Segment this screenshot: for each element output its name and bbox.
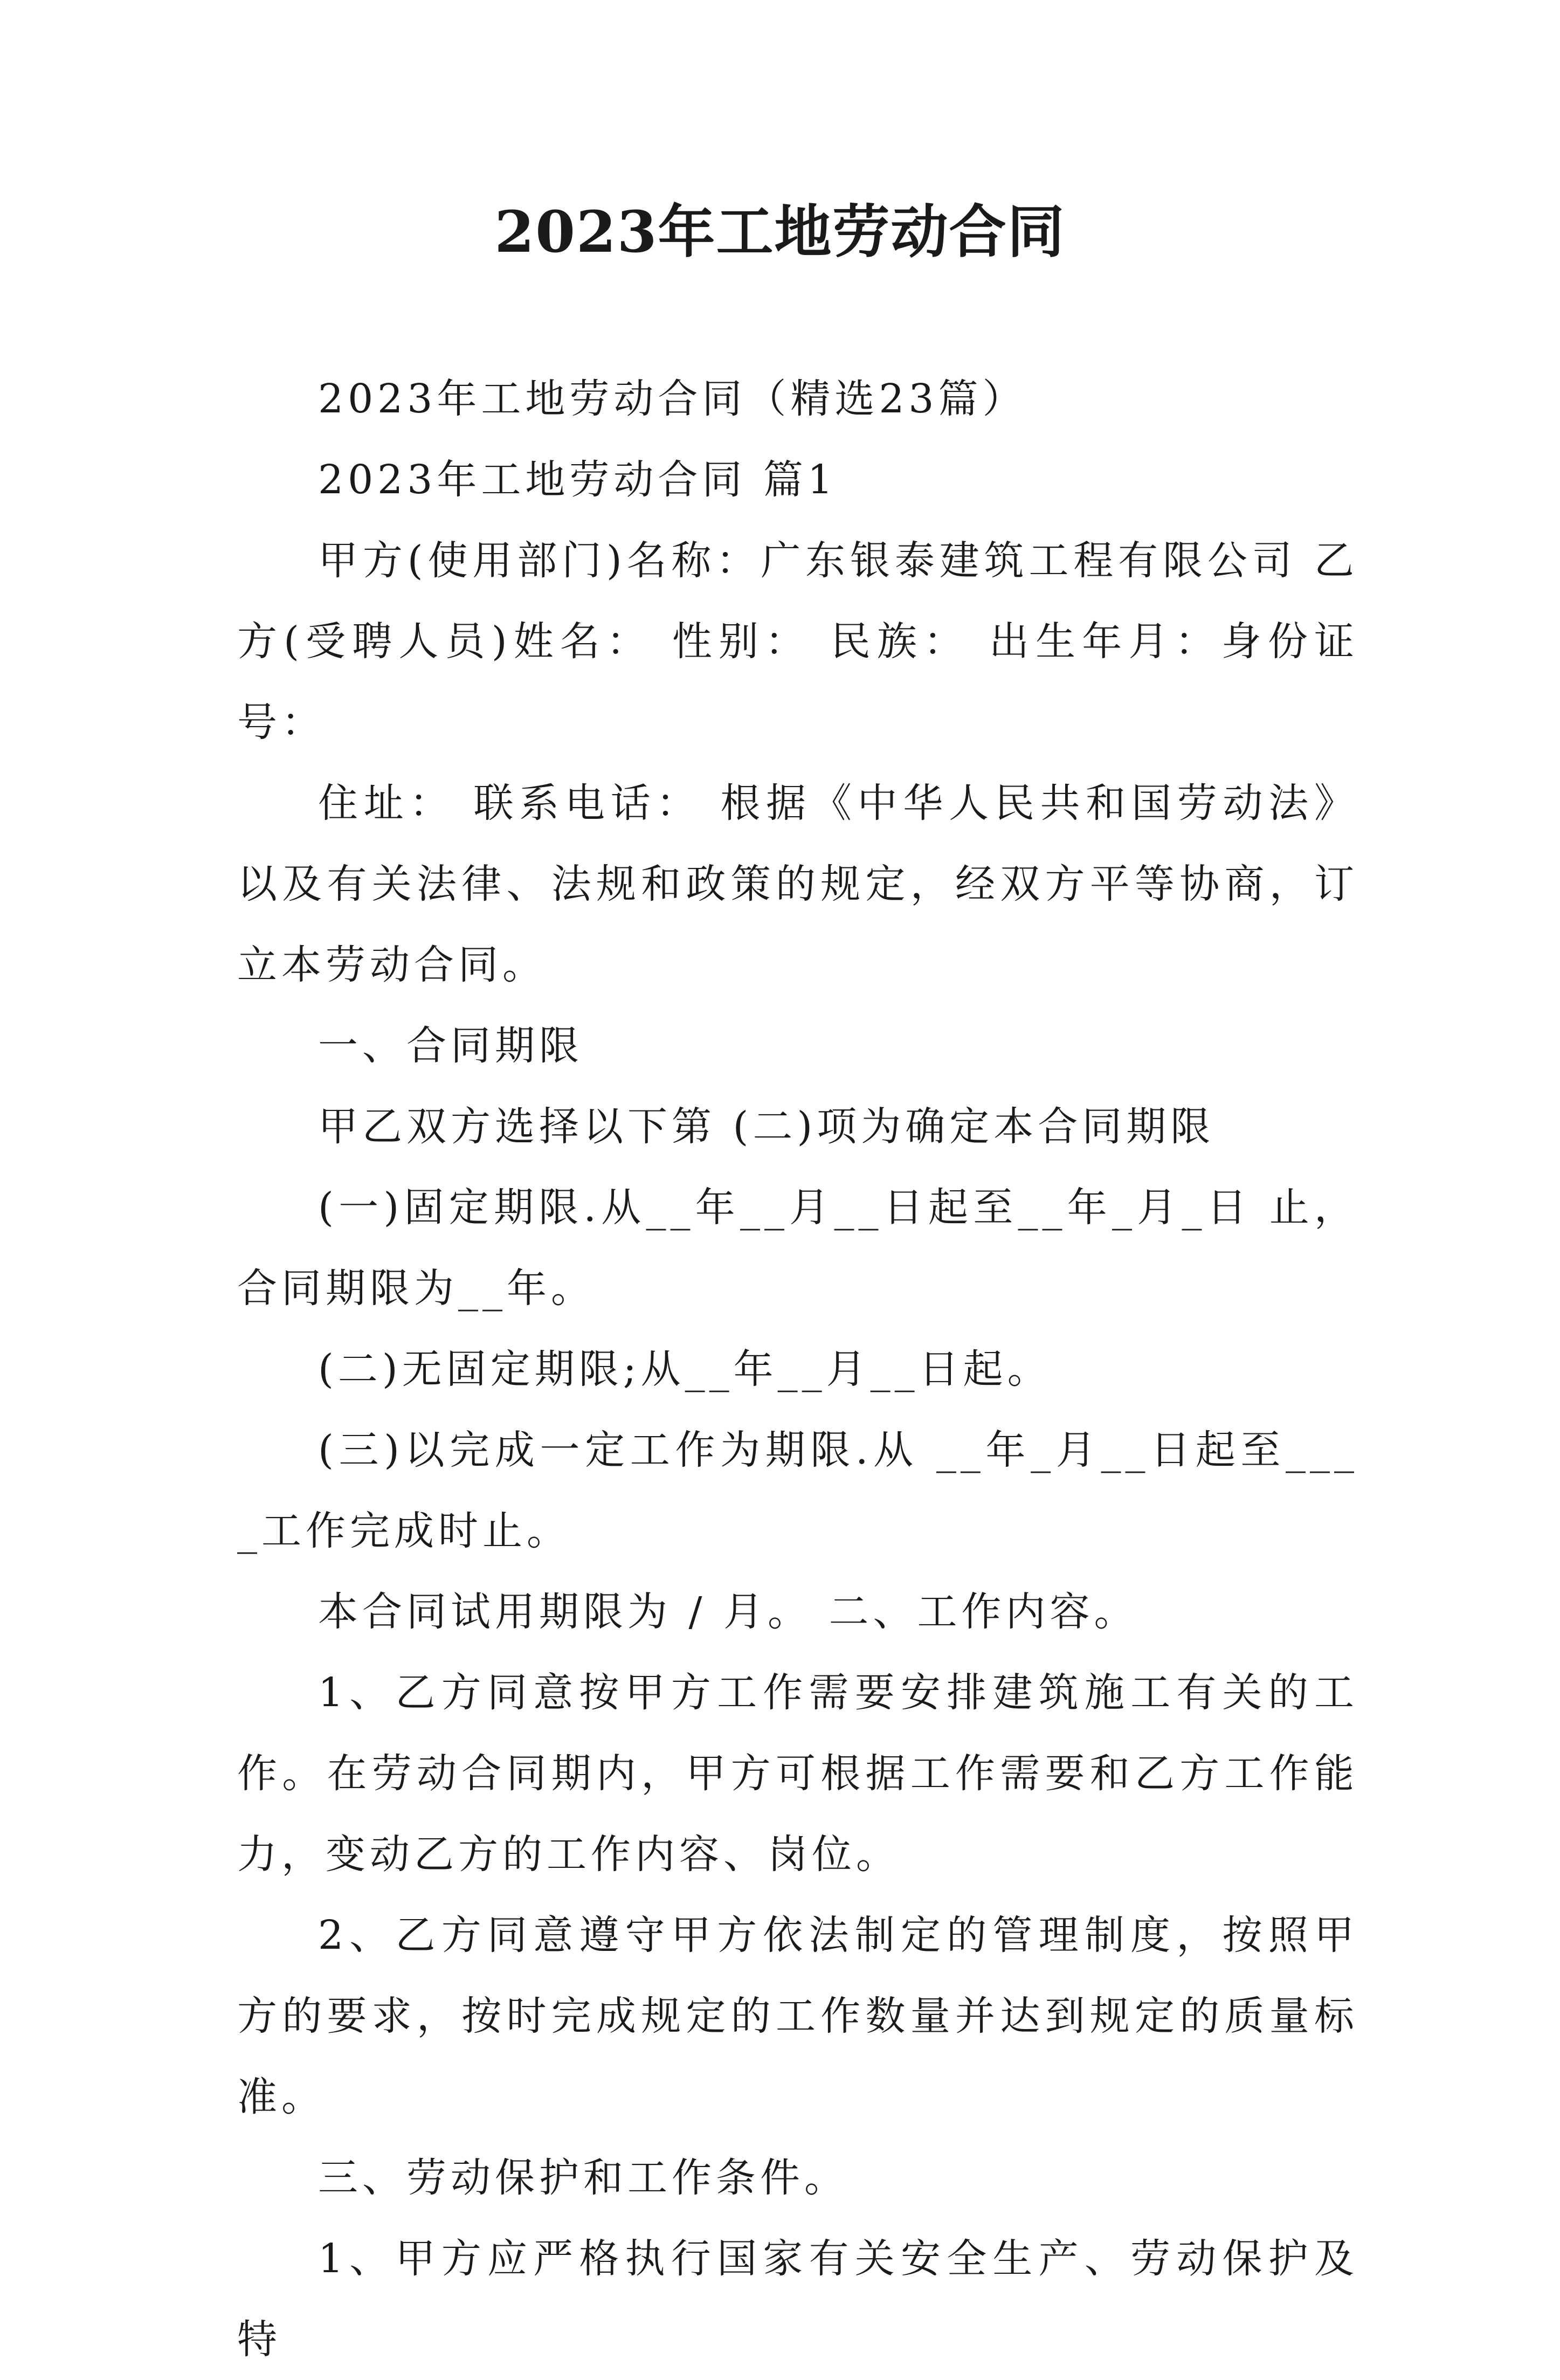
paragraph: 一、合同期限 [318, 1023, 583, 1069]
paragraph: 1、甲方应严格执行国家有关安全生产、劳动保护及特 [237, 2236, 1358, 2363]
paragraph: 本合同试用期限为 / 月。 二、工作内容。 [318, 1589, 1138, 1635]
paragraph: 2023年工地劳动合同（精选23篇） [318, 376, 1027, 422]
paragraph: (三)以完成一定工作为期限.从 __年_月__日起至____工作完成时止。 [237, 1427, 1358, 1554]
document-title: 2023年工地劳动合同 [494, 198, 1066, 265]
paragraph: 住址： 联系电话： 根据《中华人民共和国劳动法》以及有关法律、法规和政策的规定，经双方平等协商，订立本劳动合同。 [237, 780, 1358, 988]
paragraph: (一)固定期限.从__年__月__日起至__年_月_日 止，合同期限为__年。 [237, 1184, 1358, 1312]
paragraph: 2、乙方同意遵守甲方依法制定的管理制度，按照甲方的要求，按时完成规定的工作数量并达到规定的质量标准。 [237, 1912, 1358, 2120]
paragraph: 甲乙双方选择以下第 (二)项为确定本合同期限 [318, 1103, 1215, 1150]
paragraph: 1、乙方同意按甲方工作需要安排建筑施工有关的工作。在劳动合同期内，甲方可根据工作需要和乙方工作能力，变动乙方的工作内容、岗位。 [237, 1670, 1358, 1878]
paragraph: 三、劳动保护和工作条件。 [318, 2155, 848, 2201]
document-body [237, 358, 1358, 2380]
paragraph: 2023年工地劳动合同 篇1 [318, 457, 837, 503]
paragraph: (二)无固定期限;从__年__月__日起。 [318, 1346, 1052, 1392]
paragraph: 甲方(使用部门)名称：广东银泰建筑工程有限公司 乙方(受聘人员)姓名： 性别： 民族： 出生年月：身份证号： [237, 537, 1358, 746]
